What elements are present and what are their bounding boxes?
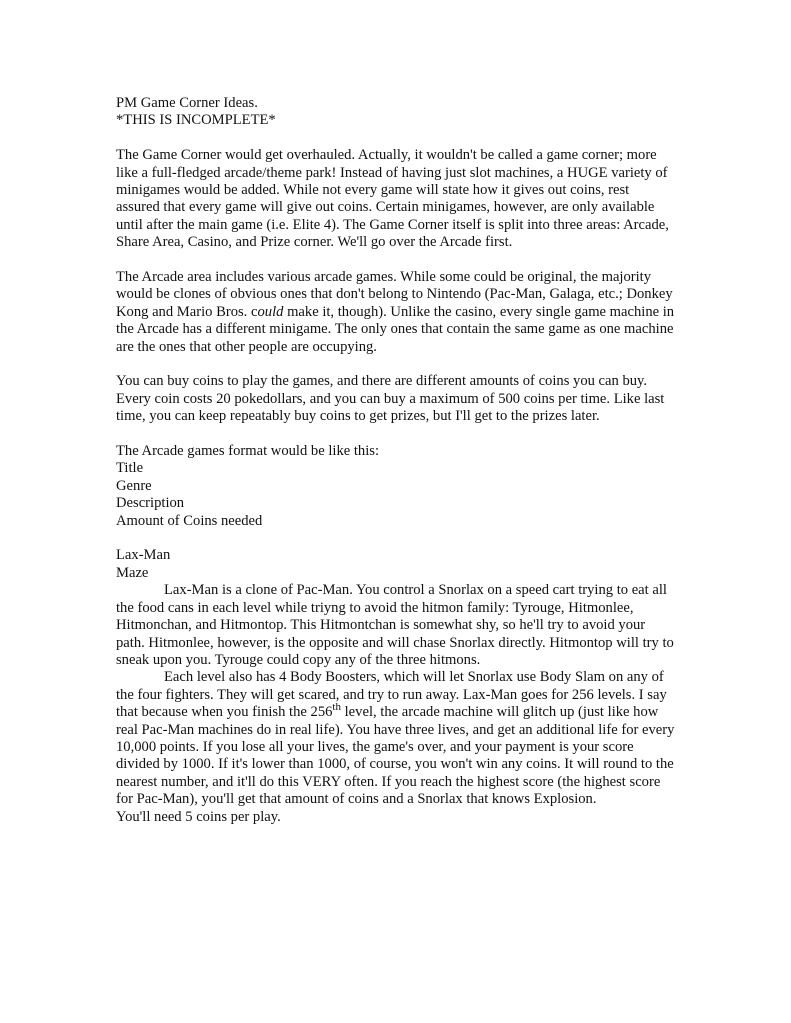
game-description-1: Lax-Man is a clone of Pac-Man. You control a Snorlax on a speed cart trying to eat all the food cans in each level while triyng to avoid the hitmon family: Tyrouge, Hitmonlee, Hitmonchan, and Hitmontop. This Hitmontchan is somewhat shy, so he'll try to avoid your path. Hitmonlee, however, is the opposite and will chase Snorlax directly. Hitmontop will try to sneak upon you. Tyrouge could copy any of the three hitmons. (116, 582, 674, 668)
arcade-text-part-1: The Arcade area includes various arcade games. While some could be original, the majority would be clones of obvious ones that don't belong to Nintendo (Pac-Man, Galaga, etc.; Donkey Kong and Mario Bros. c (116, 269, 673, 320)
game-description-2 (116, 669, 676, 808)
game-genre: Maze (116, 564, 149, 581)
format-item-coins: Amount of Coins needed (116, 512, 263, 529)
game-cost: You'll need 5 coins per play. (116, 808, 281, 825)
arcade-paragraph (116, 269, 676, 356)
arcade-text-italic: ould (257, 303, 284, 320)
format-item-title: Title (116, 460, 144, 477)
format-intro: The Arcade games format would be like this: (116, 443, 380, 460)
intro-paragraph: The Game Corner would get overhauled. Actually, it wouldn't be called a game corner; more like a full-fledged arcade/theme park! Instead of having just slot machines, a HUGE variety of minigames would be added. While not every game will state how it gives out coins, rest assured that every game will give out coins. Certain minigames, however, are only available until after the main game (i.e. Elite 4). The Game Corner itself is split into three areas: Arcade, Share Area, Casino, and Prize corner. We'll go over the Arcade first. (116, 147, 669, 251)
document-title: PM Game Corner Ideas. (116, 95, 258, 111)
document-body (116, 95, 676, 826)
format-item-genre: Genre (116, 477, 152, 494)
arcade-text-part-2: make it, though). Unlike the casino, every single game machine in the Arcade has a different minigame. The only ones that contain the same game as one machine are the ones that other people are occupying. (116, 303, 675, 355)
game-description-2-part-1: Each level also has 4 Body Boosters, which will let Snorlax use Body Slam on any of the four fighters. They will get scared, and try to run away. Lax-Man goes for 256 levels. I say that because when you finish the 256 (116, 669, 667, 721)
coins-paragraph: You can buy coins to play the games, and there are different amounts of coins you can buy. Every coin costs 20 pokedollars, and you can buy a maximum of 500 coins per time. Like last time, you can keep repeatably buy coins to get prizes, but I'll get to the prizes later. (116, 373, 665, 425)
game-title: Lax-Man (116, 547, 171, 564)
format-item-description: Description (116, 495, 185, 512)
ordinal-superscript: th (332, 701, 341, 714)
document-subtitle: *THIS IS INCOMPLETE* (116, 112, 276, 129)
game-description-2-part-2: level, the arcade machine will glitch up (just like how real Pac-Man machines do in real life). You have three lives, and get an additional life for every 10,000 points. If you lose all your lives, the game's over, and your payment is your score divided by 1000. If it's lower than 1000, of course, you won't win any coins. It will round to the nearest number, and it'll do this VERY often. If you reach the highest score (the highest score for Pac-Man), you'll get that amount of coins and a Snorlax that knows Explosion. (116, 704, 675, 808)
